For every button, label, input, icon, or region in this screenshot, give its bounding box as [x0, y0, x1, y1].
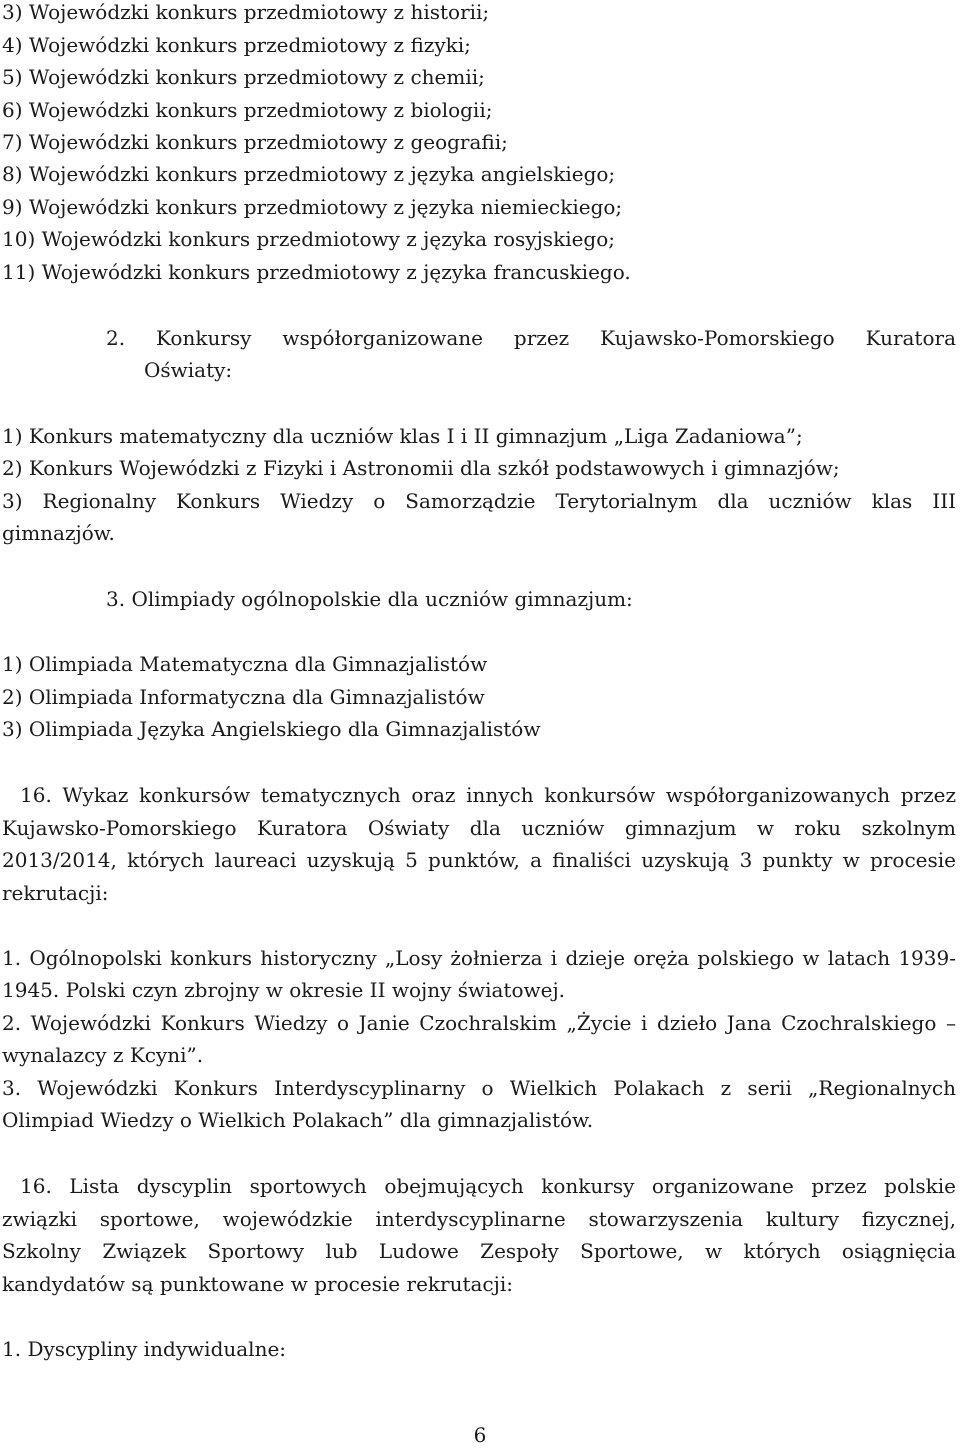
paragraph-line: Kujawsko-Pomorskiego Kuratora Oświaty dla uczniów gimnazjum w roku szkolnym — [2, 816, 956, 840]
list-item: 3) Olimpiada Języka Angielskiego dla Gimnazjalistów — [2, 717, 541, 741]
section-heading: 2. Konkursy współorganizowane przez Kujawsko-Pomorskiego Kuratora — [106, 326, 956, 350]
list-item: 6) Wojewódzki konkurs przedmiotowy z biologii; — [2, 98, 493, 122]
list-item: 1945. Polski czyn zbrojny w okresie II wojny światowej. — [2, 978, 566, 1002]
paragraph-line: Szkolny Związek Sportowy lub Ludowe Zespoły Sportowe, w których osiągnięcia — [2, 1239, 956, 1263]
list-item: 3) Wojewódzki konkurs przedmiotowy z historii; — [2, 0, 490, 24]
list-item: 11) Wojewódzki konkurs przedmiotowy z języka francuskiego. — [2, 260, 631, 284]
list-item: 8) Wojewódzki konkurs przedmiotowy z języka angielskiego; — [2, 162, 616, 186]
page-number: 6 — [473, 1423, 487, 1447]
list-item: 2) Olimpiada Informatyczna dla Gimnazjalistów — [2, 685, 485, 709]
section-heading: 16. Lista dyscyplin sportowych obejmujących konkursy organizowane przez polskie — [20, 1174, 956, 1198]
list-item: 10) Wojewódzki konkurs przedmiotowy z języka rosyjskiego; — [2, 227, 616, 251]
list-item: 1. Ogólnopolski konkurs historyczny „Losy żołnierza i dzieje oręża polskiego w latach 1939- — [2, 946, 956, 970]
list-item: 2. Wojewódzki Konkurs Wiedzy o Janie Czochralskim „Życie i dzieło Jana Czochralskiego – — [2, 1011, 956, 1035]
list-item: 5) Wojewódzki konkurs przedmiotowy z chemii; — [2, 65, 485, 89]
list-item: wynalazcy z Kcyni”. — [2, 1043, 204, 1067]
list-item: 2) Konkurs Wojewódzki z Fizyki i Astronomii dla szkół podstawowych i gimnazjów; — [2, 456, 840, 480]
list-item: 3. Wojewódzki Konkurs Interdyscyplinarny o Wielkich Polakach z serii „Regionalnych — [2, 1076, 956, 1100]
list-item: 1. Dyscypliny indywidualne: — [2, 1337, 287, 1361]
list-item: 3) Regionalny Konkurs Wiedzy o Samorządzie Terytorialnym dla uczniów klas III — [2, 489, 956, 513]
section-heading-cont: Oświaty: — [144, 358, 233, 382]
section-heading: 3. Olimpiady ogólnopolskie dla uczniów gimnazjum: — [106, 587, 633, 611]
list-item: gimnazjów. — [2, 521, 115, 545]
list-item: 1) Konkurs matematyczny dla uczniów klas I i II gimnazjum „Liga Zadaniowa”; — [2, 424, 803, 448]
paragraph-line: związki sportowe, wojewódzkie interdyscyplinarne stowarzyszenia kultury fizycznej, — [2, 1207, 956, 1231]
paragraph-line: 2013/2014, których laureaci uzyskują 5 punktów, a finaliści uzyskują 3 punkty w procesie — [2, 848, 956, 872]
section-heading: 16. Wykaz konkursów tematycznych oraz innych konkursów współorganizowanych przez — [20, 783, 956, 807]
list-item: 9) Wojewódzki konkurs przedmiotowy z języka niemieckiego; — [2, 195, 623, 219]
list-item: Olimpiad Wiedzy o Wielkich Polakach” dla gimnazjalistów. — [2, 1108, 594, 1132]
list-item: 1) Olimpiada Matematyczna dla Gimnazjalistów — [2, 652, 488, 676]
paragraph-line: rekrutacji: — [2, 881, 109, 905]
paragraph-line: kandydatów są punktowane w procesie rekrutacji: — [2, 1272, 513, 1296]
list-item: 4) Wojewódzki konkurs przedmiotowy z fizyki; — [2, 33, 471, 57]
list-item: 7) Wojewódzki konkurs przedmiotowy z geografii; — [2, 130, 508, 154]
